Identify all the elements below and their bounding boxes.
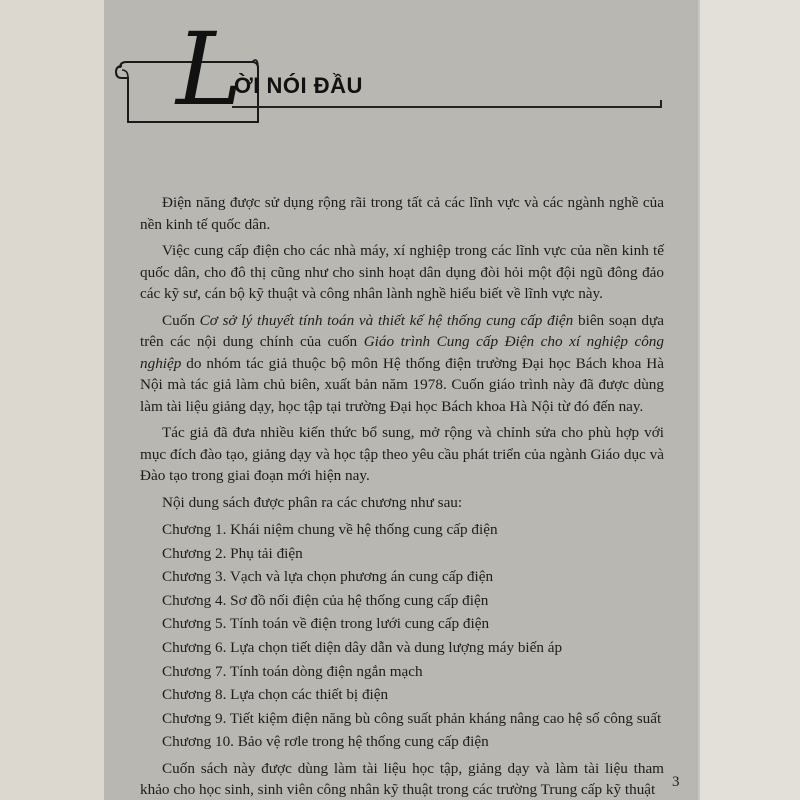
book-page bbox=[104, 0, 698, 800]
heading-rule-end bbox=[660, 100, 662, 108]
paragraph-3 bbox=[140, 310, 664, 418]
paragraph-6: Cuốn sách này được dùng làm tài liệu học tập, giảng dạy và làm tài liệu tham khảo cho học sinh, sinh viên công nhân kỹ thuật trong các trường Trung cấp kỹ thuật bbox=[140, 759, 664, 799]
chapter-item: Chương 1. Khái niệm chung về hệ thống cung cấp điện bbox=[162, 521, 498, 538]
paragraph-3-prefix: Cuốn bbox=[162, 311, 200, 329]
paragraph-5: Nội dung sách được phân ra các chương như sau: bbox=[162, 493, 463, 511]
background-right bbox=[700, 0, 800, 800]
preface-body bbox=[140, 192, 664, 800]
paragraph-4: Tác giả đã đưa nhiều kiến thức bổ sung, mở rộng và chỉnh sửa cho phù hợp với mục đích đào tạo, giảng dạy và học tập theo yêu cầu phát triển của ngành Giáo dục và Đào tạo trong giai đoạn mới hiện nay. bbox=[140, 424, 664, 484]
chapter-header bbox=[104, 0, 698, 140]
chapter-list bbox=[140, 518, 664, 754]
page-number: 3 bbox=[672, 774, 680, 790]
chapter-item: Chương 2. Phụ tải điện bbox=[162, 544, 303, 562]
dropcap-letter: L bbox=[176, 11, 243, 128]
source-book-title: Giáo trình Cung cấp Điện cho xí nghiệp công nghiệp bbox=[140, 333, 664, 372]
chapter-item: Chương 8. Lựa chọn các thiết bị điện bbox=[162, 686, 389, 704]
chapter-item: Chương 9. Tiết kiệm điện năng bù công suất phản kháng nâng cao hệ số công suất bbox=[162, 709, 662, 727]
chapter-item: Chương 7. Tính toán dòng điện ngắn mạch bbox=[162, 662, 423, 680]
paragraph-1: Điện năng được sử dụng rộng rãi trong tất cả các lĩnh vực và các ngành nghề của nền kinh tế quốc dân. bbox=[140, 194, 664, 233]
book-title: Cơ sở lý thuyết tính toán và thiết kế hệ thống cung cấp điện bbox=[199, 311, 574, 329]
chapter-item: Chương 6. Lựa chọn tiết diện dây dẫn và dung lượng máy biến áp bbox=[162, 638, 563, 656]
paragraph-2: Việc cung cấp điện cho các nhà máy, xí nghiệp trong các lĩnh vực của nền kinh tế quốc dân, cho đô thị cũng như cho sinh hoạt dân dụng đòi hỏi một đội ngũ đông đảo các kỹ sư, cán bộ kỹ thuật và công nhân lành nghề hiểu biết về lĩnh vực này. bbox=[140, 242, 664, 302]
heading-rule bbox=[232, 106, 662, 108]
paragraph-3-middle: biên soạn dựa trên các nội dung chính của cuốn bbox=[140, 311, 664, 350]
chapter-item: Chương 4. Sơ đồ nối điện của hệ thống cung cấp điện bbox=[162, 591, 489, 609]
chapter-item: Chương 5. Tính toán về điện trong lưới cung cấp điện bbox=[162, 615, 490, 633]
chapter-item: Chương 3. Vạch và lựa chọn phương án cung cấp điện bbox=[162, 568, 494, 586]
paragraph-3-suffix: do nhóm tác giả thuộc bộ môn Hệ thống điện trường Đại học Bách khoa Hà Nội mà tác giả làm chủ biên, xuất bản năm 1978. Cuốn giáo trình này đã được dùng làm tài liệu giảng dạy, học tập tại trường Đại học Bách khoa Hà Nội từ đó đến nay. bbox=[140, 354, 664, 415]
background-left bbox=[0, 0, 104, 800]
page-title: ỜI NÓI ĐẦU bbox=[234, 73, 363, 98]
chapter-item: Chương 10. Bảo vệ rơle trong hệ thống cung cấp điện bbox=[162, 733, 489, 751]
